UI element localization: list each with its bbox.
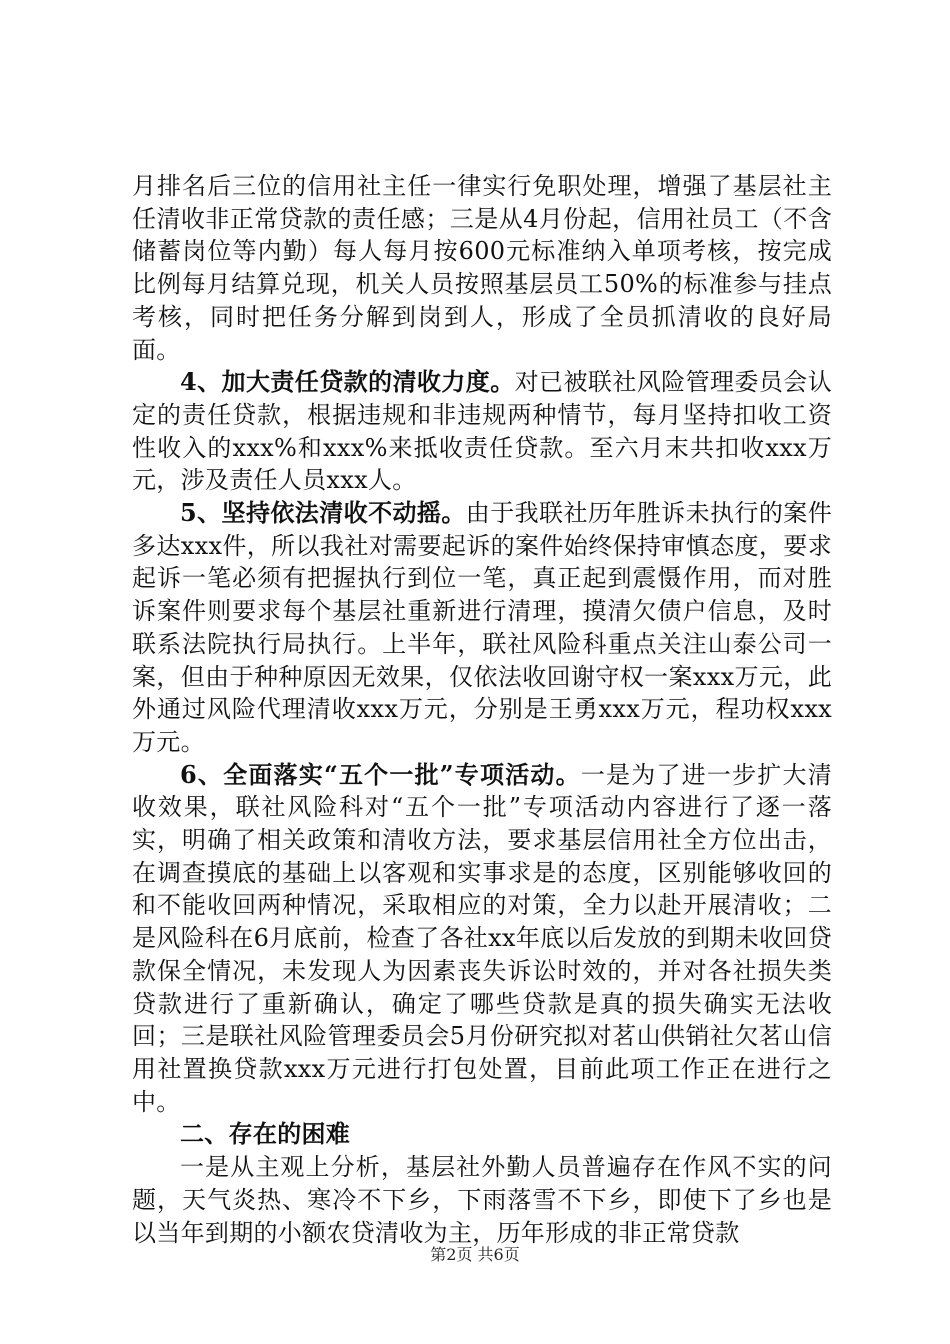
page-footer: 第2页 共6页 [430,1245,520,1264]
paragraph-text: 由于我联社历年胜诉未执行的案件多达xxx件，所以我社对需要起诉的案件始终保持审慎态度，要求起诉一笔必须有把握执行到位一笔，真正起到震慑作用，而对胜诉案件则要求每个基层社重新进行清理，摸清欠债户信息，及时联系法院执行局执行。上半年，联社风险科重点关注山泰公司一案，但由于种种原因无效果，仅依法收回谢守权一案xxx万元，此外通过风险代理清收xxx万元，分别是王勇xxx万元，程功权xxx万元。 [132,499,832,756]
paragraph-lead: 4、加大责任贷款的清收力度。 [180,367,515,397]
paragraph-text: 月排名后三位的信用社主任一律实行免职处理，增强了基层社主任清收非正常贷款的责任感；三是从4月份起，信用社员工（不含储蓄岗位等内勤）每人每月按600元标准纳入单项考核，按完成比例每月结算兑现，机关人员按照基层员工50%的标准参与挂点考核，同时把任务分解到岗到人，形成了全员抓清收的良好局面。 [132,172,832,364]
paragraph-continuation [132,170,832,366]
paragraph-item-5 [132,497,832,759]
section-heading: 二、存在的困难 [180,1119,351,1149]
paragraph-text: 对已被联社风险管理委员会认定的责任贷款，根据违规和非违规两种情节，每月坚持扣收工资性收入的xxx%和xxx%来抵收责任贷款。至六月末共扣收xxx万元，涉及责任人员xxx人。 [132,368,832,495]
paragraph-lead: 6、全面落实“五个一批”专项活动。 [180,759,581,789]
paragraph-item-6 [132,759,832,1119]
paragraph-item-4 [132,366,832,497]
paragraph-lead: 5、坚持依法清收不动摇。 [180,498,466,528]
paragraph-text: 一是从主观上分析，基层社外勤人员普遍存在作风不实的问题，天气炎热、寒冷不下乡，下雨落雪不下乡，即使下了乡也是以当年到期的小额农贷清收为主，历年形成的非正常贷款 [132,1153,832,1247]
paragraph-text: 一是为了进一步扩大清收效果，联社风险科对“五个一批”专项活动内容进行了逐一落实，明确了相关政策和清收方法，要求基层信用社全方位出击，在调查摸底的基础上以客观和实事求是的态度，区别能够收回的和不能收回两种情况，采取相应的对策，全力以赴开展清收；二是风险科在6月底前，检查了各社xx年底以后发放的到期未收回贷款保全情况，未发现人为因素丧失诉讼时效的，并对各社损失类贷款进行了重新确认，确定了哪些贷款是真的损失确实无法收回；三是联社风险管理委员会5月份研究拟对茗山供销社欠茗山信用社置换贷款xxx万元进行打包处置，目前此项工作正在进行之中。 [132,760,832,1116]
paragraph-closing [132,1151,832,1249]
document-body [132,170,832,1249]
